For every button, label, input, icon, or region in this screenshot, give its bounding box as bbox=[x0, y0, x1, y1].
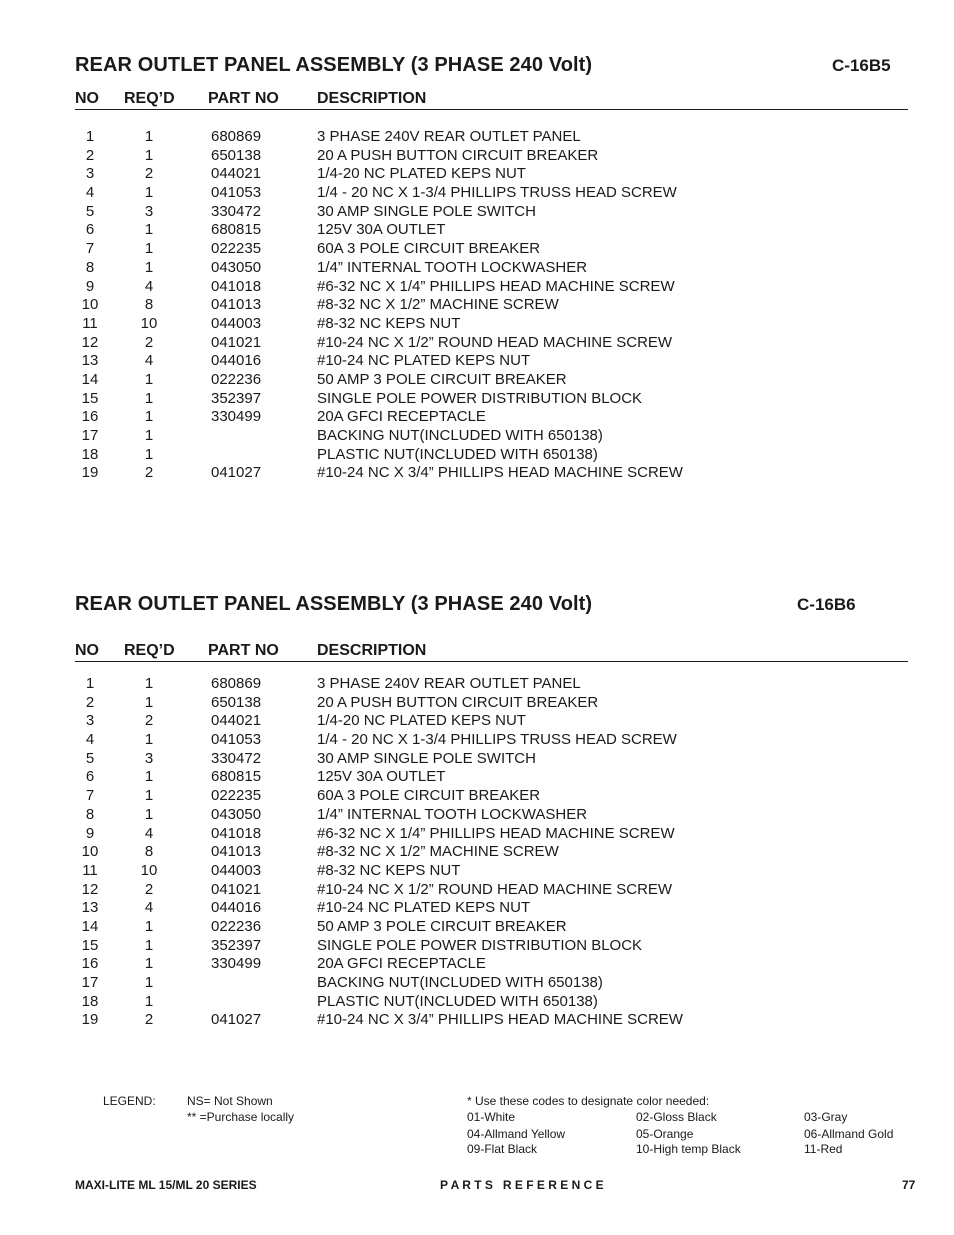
parts-table bbox=[75, 675, 908, 1030]
color-code: 05-Orange bbox=[636, 1127, 694, 1141]
color-code: 09-Flat Black bbox=[467, 1142, 538, 1156]
table-row bbox=[75, 408, 908, 427]
part-number: 041018 bbox=[211, 277, 262, 295]
color-code: 10-High temp Black bbox=[636, 1142, 741, 1156]
part-description: 20A GFCI RECEPTACLE bbox=[317, 955, 486, 973]
part-number: 680815 bbox=[211, 768, 262, 786]
quantity-required: 1 bbox=[144, 445, 154, 463]
part-number: 041027 bbox=[211, 464, 262, 482]
part-description: PLASTIC NUT(INCLUDED WITH 650138) bbox=[317, 445, 598, 463]
col-head-desc: DESCRIPTION bbox=[317, 642, 427, 659]
quantity-required: 1 bbox=[144, 731, 154, 749]
quantity-required: 1 bbox=[144, 955, 154, 973]
part-description: 60A 3 POLE CIRCUIT BREAKER bbox=[317, 787, 541, 805]
table-row bbox=[75, 240, 908, 259]
item-number: 18 bbox=[81, 992, 99, 1010]
quantity-required: 1 bbox=[144, 258, 154, 276]
part-description: 50 AMP 3 POLE CIRCUIT BREAKER bbox=[317, 917, 567, 935]
item-number: 13 bbox=[81, 899, 99, 917]
part-description: SINGLE POLE POWER DISTRIBUTION BLOCK bbox=[317, 936, 643, 954]
col-head-no: NO bbox=[75, 642, 99, 659]
legend-label: LEGEND: bbox=[103, 1094, 156, 1108]
table-row bbox=[75, 918, 908, 937]
part-description: 50 AMP 3 POLE CIRCUIT BREAKER bbox=[317, 370, 567, 388]
item-number: 6 bbox=[85, 221, 95, 239]
part-description: 60A 3 POLE CIRCUIT BREAKER bbox=[317, 240, 541, 258]
part-number: 044003 bbox=[211, 314, 262, 332]
item-number: 12 bbox=[81, 333, 99, 351]
part-description: 30 AMP SINGLE POLE SWITCH bbox=[317, 749, 536, 767]
quantity-required: 1 bbox=[144, 992, 154, 1010]
col-head-req: REQ’D bbox=[124, 90, 175, 107]
part-number: 044016 bbox=[211, 352, 262, 370]
table-row bbox=[75, 203, 908, 222]
part-description: #6-32 NC X 1/4” PHILLIPS HEAD MACHINE SCREW bbox=[317, 824, 675, 842]
item-number: 9 bbox=[85, 277, 95, 295]
table-row bbox=[75, 937, 908, 956]
quantity-required: 1 bbox=[144, 146, 154, 164]
part-number: 041013 bbox=[211, 296, 262, 314]
part-description: #10-24 NC X 1/2” ROUND HEAD MACHINE SCREW bbox=[317, 333, 673, 351]
item-number: 12 bbox=[81, 880, 99, 898]
table-row bbox=[75, 881, 908, 900]
table-row bbox=[75, 296, 908, 315]
item-number: 5 bbox=[85, 749, 95, 767]
item-number: 11 bbox=[82, 314, 98, 332]
part-description: 20 A PUSH BUTTON CIRCUIT BREAKER bbox=[317, 693, 599, 711]
section-title: REAR OUTLET PANEL ASSEMBLY (3 PHASE 240 Volt) bbox=[75, 54, 593, 76]
quantity-required: 1 bbox=[144, 805, 154, 823]
col-head-part: PART NO bbox=[208, 642, 279, 659]
part-description: #10-24 NC PLATED KEPS NUT bbox=[317, 352, 531, 370]
item-number: 18 bbox=[81, 445, 99, 463]
table-row bbox=[75, 955, 908, 974]
part-description: BACKING NUT(INCLUDED WITH 650138) bbox=[317, 974, 603, 991]
part-number: 022235 bbox=[211, 240, 262, 258]
part-number: 041021 bbox=[211, 880, 262, 898]
part-description: SINGLE POLE POWER DISTRIBUTION BLOCK bbox=[317, 389, 643, 407]
table-row bbox=[75, 221, 908, 240]
quantity-required: 2 bbox=[144, 464, 154, 482]
quantity-required: 1 bbox=[144, 128, 154, 145]
quantity-required: 8 bbox=[144, 296, 154, 314]
part-number: 680815 bbox=[211, 221, 262, 239]
color-code: 03-Gray bbox=[804, 1110, 848, 1124]
part-description: 20 A PUSH BUTTON CIRCUIT BREAKER bbox=[317, 146, 599, 164]
part-number: 330499 bbox=[211, 408, 262, 426]
part-number: 650138 bbox=[211, 146, 262, 164]
item-number: 16 bbox=[81, 955, 99, 973]
part-description: #10-24 NC X 3/4” PHILLIPS HEAD MACHINE SCREW bbox=[317, 464, 683, 482]
header-rule bbox=[75, 109, 908, 110]
item-number: 7 bbox=[85, 787, 95, 805]
item-number: 4 bbox=[85, 731, 95, 749]
page-number: 77 bbox=[902, 1178, 916, 1192]
table-row bbox=[75, 974, 908, 993]
item-number: 11 bbox=[82, 861, 98, 879]
quantity-required: 1 bbox=[144, 917, 154, 935]
table-row bbox=[75, 165, 908, 184]
table-row bbox=[75, 390, 908, 409]
part-number: 330472 bbox=[211, 749, 262, 767]
item-number: 10 bbox=[81, 296, 99, 314]
color-code: 04-Allmand Yellow bbox=[467, 1127, 566, 1141]
quantity-required: 1 bbox=[144, 221, 154, 239]
table-row bbox=[75, 750, 908, 769]
table-row bbox=[75, 768, 908, 787]
quantity-required: 1 bbox=[144, 675, 154, 692]
quantity-required: 1 bbox=[144, 427, 154, 444]
part-number: 044003 bbox=[211, 861, 262, 879]
table-row bbox=[75, 843, 908, 862]
item-number: 1 bbox=[85, 128, 95, 145]
quantity-required: 1 bbox=[144, 693, 154, 711]
quantity-required: 10 bbox=[140, 861, 158, 879]
part-description: 3 PHASE 240V REAR OUTLET PANEL bbox=[317, 128, 581, 145]
quantity-required: 1 bbox=[144, 787, 154, 805]
table-row bbox=[75, 787, 908, 806]
part-number: 022236 bbox=[211, 370, 262, 388]
table-row bbox=[75, 278, 908, 297]
part-number: 041018 bbox=[211, 824, 262, 842]
part-description: 125V 30A OUTLET bbox=[317, 768, 446, 786]
item-number: 10 bbox=[81, 843, 99, 861]
part-number: 044021 bbox=[211, 712, 262, 730]
table-row bbox=[75, 806, 908, 825]
col-head-part: PART NO bbox=[208, 90, 279, 107]
part-description: 1/4” INTERNAL TOOTH LOCKWASHER bbox=[317, 805, 588, 823]
part-number: 680869 bbox=[211, 675, 262, 692]
table-row bbox=[75, 371, 908, 390]
part-description: #8-32 NC KEPS NUT bbox=[317, 314, 461, 332]
footer-series: MAXI-LITE ML 15/ML 20 SERIES bbox=[75, 1178, 257, 1192]
part-number: 043050 bbox=[211, 258, 262, 276]
table-row bbox=[75, 675, 908, 694]
table-row bbox=[75, 464, 908, 483]
color-code: 02-Gloss Black bbox=[636, 1110, 717, 1124]
col-head-req: REQ’D bbox=[124, 642, 175, 659]
legend-not-shown: NS= Not Shown bbox=[187, 1094, 273, 1108]
quantity-required: 1 bbox=[144, 936, 154, 954]
section-title: REAR OUTLET PANEL ASSEMBLY (3 PHASE 240 Volt) bbox=[75, 593, 593, 615]
quantity-required: 2 bbox=[144, 165, 154, 183]
part-description: 1/4 - 20 NC X 1-3/4 PHILLIPS TRUSS HEAD SCREW bbox=[317, 731, 677, 749]
quantity-required: 2 bbox=[144, 880, 154, 898]
quantity-required: 4 bbox=[144, 899, 154, 917]
quantity-required: 4 bbox=[144, 352, 154, 370]
table-row bbox=[75, 1011, 908, 1030]
part-description: #10-24 NC X 1/2” ROUND HEAD MACHINE SCREW bbox=[317, 880, 673, 898]
part-number: 043050 bbox=[211, 805, 262, 823]
table-row bbox=[75, 334, 908, 353]
part-number: 041053 bbox=[211, 184, 262, 202]
quantity-required: 10 bbox=[140, 314, 158, 332]
part-number: 330499 bbox=[211, 955, 262, 973]
table-row bbox=[75, 731, 908, 750]
item-number: 9 bbox=[85, 824, 95, 842]
table-row bbox=[75, 315, 908, 334]
table-row bbox=[75, 446, 908, 465]
quantity-required: 1 bbox=[144, 768, 154, 786]
item-number: 3 bbox=[85, 165, 95, 183]
part-number: 022235 bbox=[211, 787, 262, 805]
part-number: 352397 bbox=[211, 389, 262, 407]
part-description: 1/4 - 20 NC X 1-3/4 PHILLIPS TRUSS HEAD SCREW bbox=[317, 184, 677, 202]
table-row bbox=[75, 184, 908, 203]
item-number: 8 bbox=[85, 805, 95, 823]
part-number: 041013 bbox=[211, 843, 262, 861]
quantity-required: 1 bbox=[144, 184, 154, 202]
item-number: 19 bbox=[81, 464, 99, 482]
item-number: 1 bbox=[85, 675, 95, 692]
part-number: 650138 bbox=[211, 693, 262, 711]
part-description: #8-32 NC KEPS NUT bbox=[317, 861, 461, 879]
item-number: 2 bbox=[85, 146, 95, 164]
table-row bbox=[75, 825, 908, 844]
part-description: 125V 30A OUTLET bbox=[317, 221, 446, 239]
part-description: 1/4” INTERNAL TOOTH LOCKWASHER bbox=[317, 258, 588, 276]
item-number: 16 bbox=[81, 408, 99, 426]
item-number: 4 bbox=[85, 184, 95, 202]
quantity-required: 1 bbox=[144, 370, 154, 388]
table-row bbox=[75, 128, 908, 147]
part-description: #6-32 NC X 1/4” PHILLIPS HEAD MACHINE SCREW bbox=[317, 277, 675, 295]
col-head-no: NO bbox=[75, 90, 99, 107]
quantity-required: 8 bbox=[144, 843, 154, 861]
item-number: 19 bbox=[81, 1011, 99, 1029]
part-description: PLASTIC NUT(INCLUDED WITH 650138) bbox=[317, 992, 598, 1010]
quantity-required: 2 bbox=[144, 333, 154, 351]
item-number: 5 bbox=[85, 202, 95, 220]
quantity-required: 2 bbox=[144, 1011, 154, 1029]
part-number: 352397 bbox=[211, 936, 262, 954]
quantity-required: 1 bbox=[144, 240, 154, 258]
item-number: 8 bbox=[85, 258, 95, 276]
part-description: #8-32 NC X 1/2” MACHINE SCREW bbox=[317, 296, 559, 314]
part-number: 044021 bbox=[211, 165, 262, 183]
quantity-required: 2 bbox=[144, 712, 154, 730]
part-description: 30 AMP SINGLE POLE SWITCH bbox=[317, 202, 536, 220]
item-number: 3 bbox=[85, 712, 95, 730]
part-description: 3 PHASE 240V REAR OUTLET PANEL bbox=[317, 675, 581, 692]
col-head-desc: DESCRIPTION bbox=[317, 90, 427, 107]
item-number: 14 bbox=[81, 917, 99, 935]
quantity-required: 4 bbox=[144, 277, 154, 295]
table-row bbox=[75, 694, 908, 713]
table-row bbox=[75, 712, 908, 731]
item-number: 6 bbox=[85, 768, 95, 786]
section-code: C-16B6 bbox=[797, 595, 856, 614]
legend-purchase-locally: ** =Purchase locally bbox=[187, 1110, 295, 1124]
item-number: 17 bbox=[81, 427, 99, 444]
parts-table bbox=[75, 128, 908, 483]
color-code: 11-Red bbox=[804, 1142, 843, 1156]
part-description: #10-24 NC X 3/4” PHILLIPS HEAD MACHINE SCREW bbox=[317, 1011, 683, 1029]
item-number: 13 bbox=[81, 352, 99, 370]
table-row bbox=[75, 899, 908, 918]
footer-parts-reference: P A R T S R E F E R E N C E bbox=[440, 1178, 604, 1192]
part-description: BACKING NUT(INCLUDED WITH 650138) bbox=[317, 427, 603, 444]
part-description: #10-24 NC PLATED KEPS NUT bbox=[317, 899, 531, 917]
header-rule bbox=[75, 661, 908, 662]
part-number: 041027 bbox=[211, 1011, 262, 1029]
part-description: 1/4-20 NC PLATED KEPS NUT bbox=[317, 165, 526, 183]
table-row bbox=[75, 862, 908, 881]
table-row bbox=[75, 147, 908, 166]
table-row bbox=[75, 427, 908, 446]
quantity-required: 3 bbox=[144, 202, 154, 220]
quantity-required: 1 bbox=[144, 974, 154, 991]
part-number: 044016 bbox=[211, 899, 262, 917]
color-code: 06-Allmand Gold bbox=[804, 1127, 894, 1141]
part-number: 041021 bbox=[211, 333, 262, 351]
part-description: 20A GFCI RECEPTACLE bbox=[317, 408, 486, 426]
table-row bbox=[75, 993, 908, 1012]
color-code-note: * Use these codes to designate color needed: bbox=[467, 1094, 710, 1108]
quantity-required: 4 bbox=[144, 824, 154, 842]
part-description: 1/4-20 NC PLATED KEPS NUT bbox=[317, 712, 526, 730]
item-number: 17 bbox=[81, 974, 99, 991]
item-number: 15 bbox=[81, 936, 99, 954]
part-number: 680869 bbox=[211, 128, 262, 145]
item-number: 15 bbox=[81, 389, 99, 407]
section-code: C-16B5 bbox=[832, 56, 891, 75]
item-number: 14 bbox=[81, 370, 99, 388]
table-row bbox=[75, 352, 908, 371]
item-number: 2 bbox=[85, 693, 95, 711]
part-description: #8-32 NC X 1/2” MACHINE SCREW bbox=[317, 843, 559, 861]
part-number: 041053 bbox=[211, 731, 262, 749]
part-number: 330472 bbox=[211, 202, 262, 220]
quantity-required: 1 bbox=[144, 408, 154, 426]
quantity-required: 1 bbox=[144, 389, 154, 407]
color-code: 01-White bbox=[467, 1110, 516, 1124]
part-number: 022236 bbox=[211, 917, 262, 935]
item-number: 7 bbox=[85, 240, 95, 258]
table-row bbox=[75, 259, 908, 278]
quantity-required: 3 bbox=[144, 749, 154, 767]
